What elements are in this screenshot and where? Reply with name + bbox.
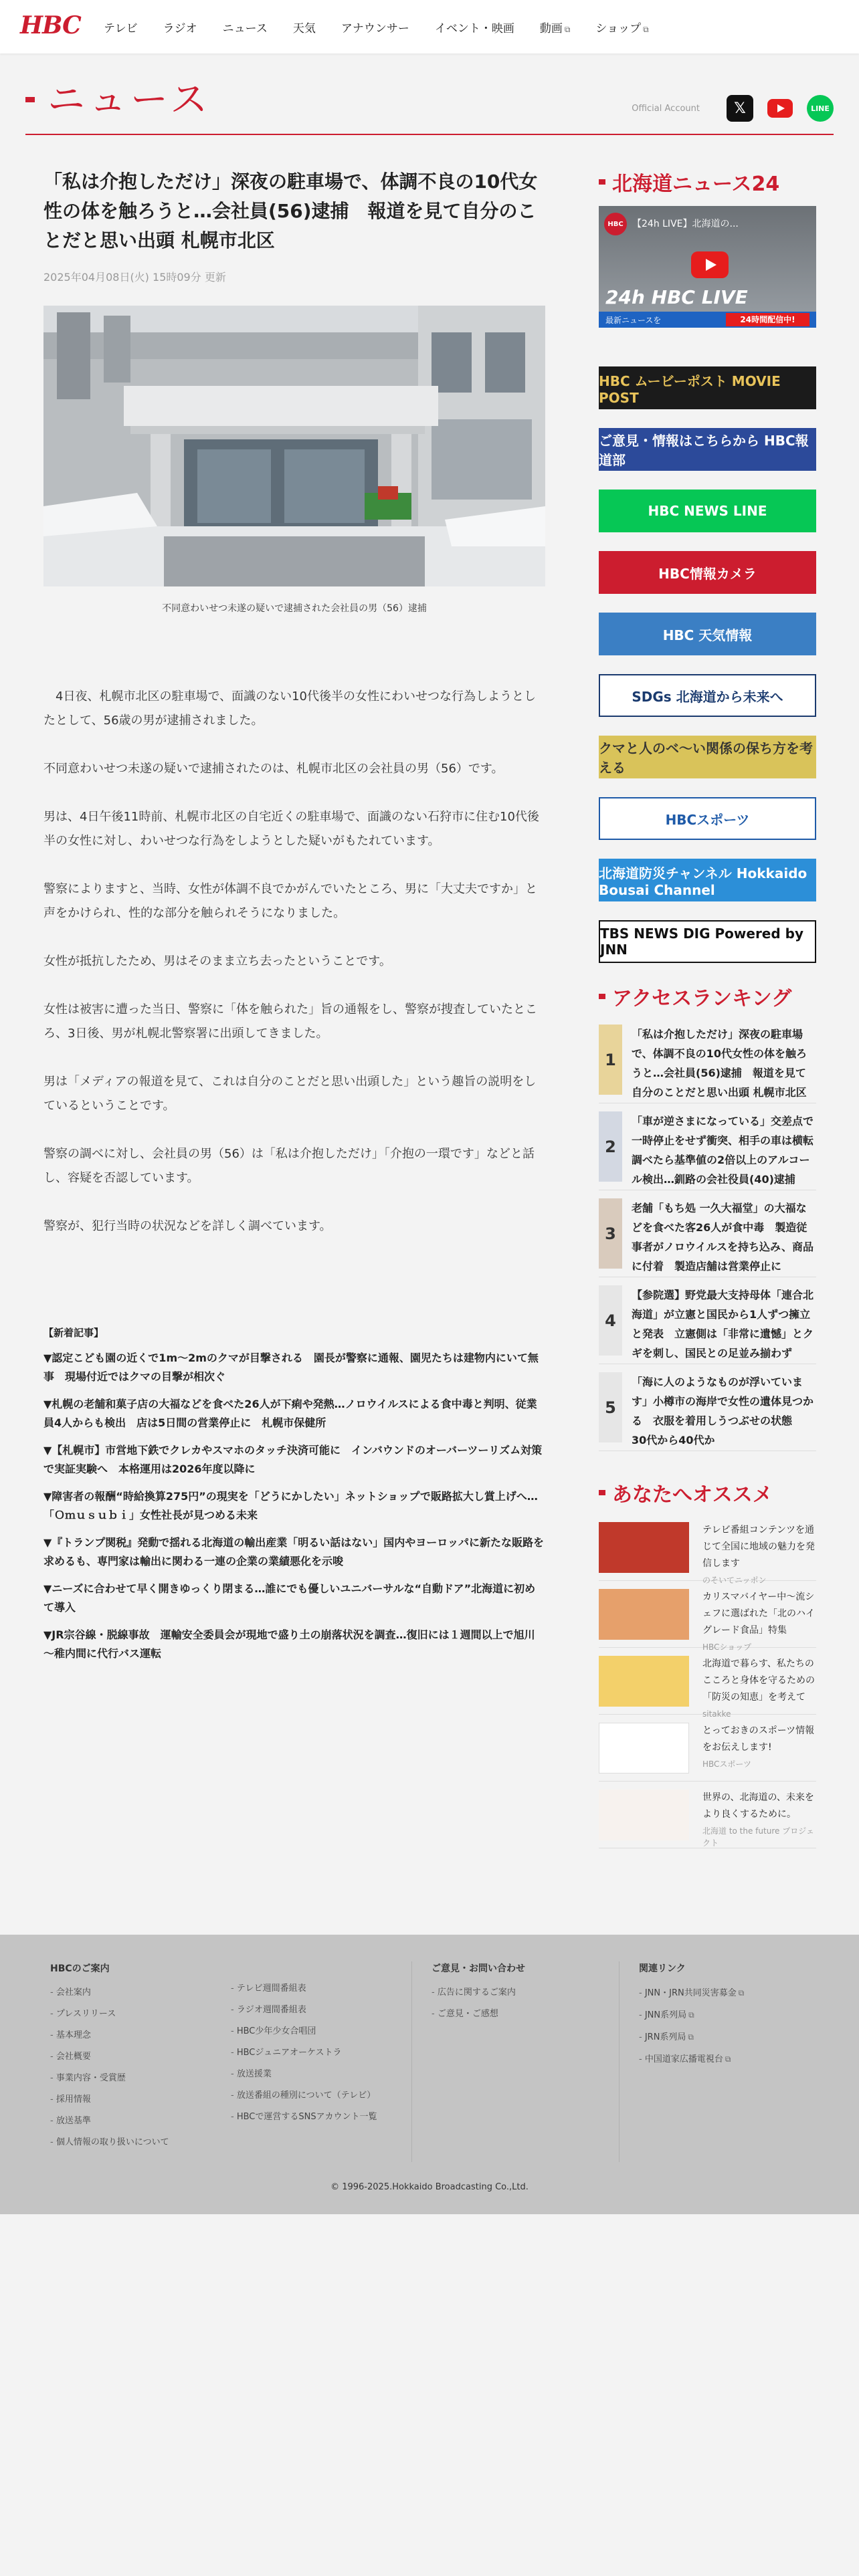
- recommend-item[interactable]: [599, 1581, 816, 1652]
- external-link-icon: ⧉: [688, 2032, 694, 2042]
- banner-label: SDGs 北海道から未来へ: [632, 688, 783, 705]
- nav-item-label: ラジオ: [163, 21, 197, 35]
- ranking-item[interactable]: [599, 1103, 816, 1190]
- article-paragraph: 女性は被害に遭った当日、警察に「体を触られた」旨の通報をし、警察が捜査していたところ、3日後、男が札幌北警察署に出頭してきました。: [43, 1002, 537, 1041]
- ranking-item[interactable]: [599, 1364, 816, 1451]
- channel-avatar: HBC: [604, 213, 627, 235]
- related-article-link[interactable]: ▼札幌の老舗和菓子店の大福などを食べた26人が下痢や発熱…ノロウイルスによる食中毒と判明、従業員4人からも検出 店は5日間の営業停止に 札幌市保健所: [43, 1398, 537, 1429]
- external-link-icon: ⧉: [725, 2054, 731, 2064]
- recommend-text: とっておきのスポーツ情報をお伝えします!: [702, 1725, 815, 1753]
- footer-link[interactable]: [50, 2052, 169, 2062]
- live-video-player[interactable]: [599, 206, 816, 328]
- sidebar-banner[interactable]: [599, 366, 816, 409]
- recommend-text: 世界の、北海道の、未来をより良くするために。: [702, 1792, 814, 1820]
- banner-label: HBC NEWS LINE: [648, 503, 767, 519]
- footer-link[interactable]: [231, 2070, 377, 2079]
- related-article-link[interactable]: ▼『トランプ関税』発動で揺れる北海道の輸出産業「明るい話はない」国内やヨーロッパに新たな販路を求めるも、専門家は輸出に関わる一連の企業の業績悪化を示唆: [43, 1536, 544, 1568]
- related-heading: 【新着記事】: [43, 1327, 104, 1339]
- heading-accent: [599, 1490, 605, 1495]
- recommend-text: カリスマバイヤー中～流シェフに選ばれた「北のハイグレード食品」特集: [702, 1592, 815, 1636]
- recommend-body: [689, 1790, 816, 1848]
- related-article-link[interactable]: ▼認定こども園の近くで1m～2mのクマが目撃される 園長が警察に通報、園児たちは建物内にいて無事 現場付近ではクマの目撃が相次ぐ: [43, 1352, 539, 1383]
- sidebar-banner[interactable]: [599, 859, 816, 901]
- recommend-item[interactable]: [599, 1648, 816, 1719]
- ranking-title: 「車が逆さまになっている」交差点で一時停止をせず衝突、相手の車は横転 調べたら基準値の2倍以上のアルコール検出…釧路の会社役員(40)逮捕: [632, 1115, 814, 1186]
- rank-number: 1: [599, 1025, 622, 1095]
- related-article-link[interactable]: ▼ニーズに合わせて早く開きゆっくり閉まる…誰にでも優しいユニバーサルな“自動ドア”北海道に初めて導入: [43, 1582, 536, 1614]
- building-entrance-image: [43, 306, 545, 586]
- article-paragraph: 警察の調べに対し、会社員の男（56）は「私は介抱しただけ」「介抱の一環です」などと話し、容疑を否認しています。: [43, 1147, 535, 1185]
- footer-link[interactable]: [639, 2054, 744, 2064]
- recommend-item[interactable]: [599, 1715, 816, 1782]
- ranking-title: 老舗「もち処 一久大福堂」の大福などを食べた客26人が食中毒 製造従事者がノロウイルスを持ち込み、商品に付着 製造店舗は営業停止に: [632, 1202, 814, 1273]
- recommend-source: HBCスポーツ: [702, 1759, 751, 1769]
- footer-link[interactable]: [50, 2031, 169, 2040]
- ranking-list: [599, 1016, 816, 1451]
- article-paragraph: 4日夜、札幌市北区の駐車場で、面識のない10代後半の女性にわいせつな行為しようとしたとして、56歳の男が逮捕されました。: [43, 689, 536, 728]
- video-sub-label: 24時間配信中!: [726, 313, 809, 326]
- footer-link-label: 個人情報の取り扱いについて: [56, 2137, 169, 2147]
- recommend-body: [689, 1723, 816, 1781]
- footer-link-label: 事業内容・受賞歴: [56, 2073, 126, 2083]
- footer-link-label: 基本理念: [56, 2030, 91, 2040]
- footer-link-label: JNN系列局: [644, 2010, 687, 2020]
- article-paragraph: 女性が抵抗したため、男はそのまま立ち去ったということです。: [43, 954, 391, 968]
- banner-label: HBC ムービーポスト MOVIE POST: [599, 372, 781, 406]
- footer-link-label: 採用情報: [56, 2095, 91, 2105]
- youtube-icon[interactable]: [765, 95, 795, 122]
- ranking-title: 【参院選】野党最大支持母体「連合北海道」が立憲と国民から1人ずつ擁立と発表 立憲側は「非常に遺憾」とクギを刺し、国民との足並み揃わず: [632, 1289, 814, 1360]
- line-icon[interactable]: LINE: [807, 95, 834, 122]
- external-link-icon: ⧉: [688, 2010, 694, 2020]
- ranking-heading: [599, 982, 816, 1011]
- footer-link-label: 放送援業: [236, 2069, 272, 2079]
- footer-link[interactable]: [231, 2113, 377, 2122]
- footer: [0, 1935, 859, 2214]
- article-date: 2025年04月08日(火) 15時09分 更新: [43, 271, 226, 284]
- footer-link[interactable]: [231, 1984, 377, 1994]
- footer-link[interactable]: [50, 2074, 169, 2083]
- hbc-logo[interactable]: HBC: [20, 11, 81, 39]
- footer-link[interactable]: [231, 2027, 377, 2036]
- footer-link[interactable]: [50, 1988, 169, 1998]
- recommend-item[interactable]: [599, 1514, 816, 1585]
- footer-col-contact: [432, 1961, 525, 2031]
- footer-col-programs: [231, 1984, 377, 2134]
- nav-item-label: ニュース: [222, 21, 268, 35]
- footer-heading: ご意見・お問い合わせ: [432, 1963, 525, 1974]
- footer-link-label: HBCで運営するSNSアカウント一覧: [236, 2112, 377, 2122]
- footer-link-label: テレビ週間番組表: [236, 1983, 306, 1994]
- external-link-icon: ⧉: [643, 24, 649, 34]
- recommend-body: [689, 1522, 816, 1585]
- recommend-source: sitakke: [702, 1709, 731, 1719]
- nav-item[interactable]: [540, 19, 571, 35]
- footer-link[interactable]: [639, 2032, 744, 2042]
- heading-accent: [599, 179, 605, 185]
- nav-item[interactable]: [223, 19, 268, 35]
- main-nav: [104, 0, 674, 53]
- recommend-text: テレビ番組コンテンツを通じて全国に地域の魅力を発信します: [702, 1525, 815, 1569]
- news-section-header: [25, 75, 834, 135]
- nav-item[interactable]: [104, 19, 138, 35]
- nav-item-label: テレビ: [104, 21, 138, 35]
- sidebar-banner[interactable]: [599, 920, 816, 963]
- recommend-list: [599, 1514, 816, 1848]
- footer-link-label: 中国道家広播電視台: [644, 2054, 723, 2064]
- video-title: 【24h LIVE】北海道の...: [632, 219, 739, 229]
- official-account-label: Official Account: [632, 103, 700, 114]
- external-link-icon: ⧉: [564, 24, 571, 34]
- sidebar: [599, 167, 816, 1848]
- footer-link[interactable]: [50, 2138, 169, 2147]
- nav-item-label: 動画: [539, 21, 563, 35]
- rank-number: 3: [599, 1198, 622, 1269]
- article: [43, 167, 545, 1672]
- sidebar-banner[interactable]: [599, 490, 816, 532]
- nav-item-label: 天気: [292, 21, 316, 35]
- recommend-thumbnail: [599, 1656, 689, 1707]
- footer-link[interactable]: [639, 1988, 744, 1998]
- copyright: © 1996-2025.Hokkaido Broadcasting Co.,Ltd.: [330, 2182, 529, 2192]
- ranking-item[interactable]: [599, 1016, 816, 1103]
- recommend-source: HBCショップ: [702, 1642, 752, 1652]
- ranking-item[interactable]: [599, 1190, 816, 1277]
- play-icon[interactable]: [691, 251, 729, 278]
- nav-item-label: アナウンサー: [341, 21, 409, 35]
- news24-heading: [599, 167, 816, 197]
- footer-link[interactable]: [639, 2010, 744, 2020]
- top-navigation-bar: [0, 0, 859, 53]
- nav-item[interactable]: [595, 19, 648, 35]
- recommend-heading: [599, 1478, 816, 1507]
- recommend-thumbnail: [599, 1589, 689, 1640]
- footer-link-label: JNN・JRN共同災害募金: [644, 1988, 737, 1998]
- sidebar-banner[interactable]: [599, 674, 816, 717]
- banner-label: 北海道防災チャンネル Hokkaido Bousai Channel: [599, 865, 807, 898]
- footer-col-links: [639, 1961, 744, 2076]
- video-strip-text: 最新ニュースを: [605, 316, 662, 325]
- footer-heading: 関連リンク: [639, 1963, 686, 1974]
- footer-link-label: ラジオ週間番組表: [236, 2005, 306, 2015]
- footer-link[interactable]: [231, 2006, 377, 2015]
- footer-link[interactable]: [432, 2010, 525, 2019]
- nav-item-label: イベント・映画: [434, 21, 514, 35]
- recommend-body: [689, 1589, 816, 1652]
- video-banner-text: 24h HBC LIVE: [605, 286, 748, 308]
- footer-link[interactable]: [432, 1988, 525, 1998]
- page-title: ニュース: [47, 78, 212, 122]
- official-accounts: [632, 95, 834, 122]
- related-article-link[interactable]: ▼【札幌市】市営地下鉄でクレカやスマホのタッチ決済可能に インバウンドのオーバーツーリズム対策で実証実験へ 本格運用は2026年度以降に: [43, 1444, 543, 1475]
- related-article-link[interactable]: ▼JR宗谷線・脱線事故 運輸安全委員会が現地で盛り土の崩落状況を調査…復旧には１週間以上で旭川～稚内間に代行バス運転: [43, 1628, 535, 1660]
- footer-link-label: 会社案内: [56, 1988, 91, 1998]
- ranking-title: アクセスランキング: [612, 987, 792, 1010]
- footer-link-label: 放送基準: [56, 2116, 91, 2126]
- section-accent-mark: [25, 97, 35, 102]
- footer-link[interactable]: [50, 2095, 169, 2105]
- article-body: [43, 685, 545, 1239]
- article-paragraph: 警察が、犯行当時の状況などを詳しく調べています。: [43, 1219, 332, 1233]
- article-photo: [43, 306, 545, 586]
- article-paragraph: 男は、4日午後11時前、札幌市北区の自宅近くの駐車場で、面識のない石狩市に住む10代後半の女性に対し、わいせつな行為をしようとした疑いがもたれています。: [43, 810, 539, 848]
- nav-item-label: ショップ: [595, 21, 642, 35]
- recommend-source: 北海道 to the future プロジェクト: [702, 1826, 814, 1848]
- footer-link-label: HBCジュニアオーケストラ: [236, 2048, 342, 2058]
- footer-link-label: プレスリリース: [56, 2009, 116, 2019]
- news24-title: 北海道ニュース24: [612, 173, 780, 196]
- recommend-text: 北海道で暮らす、私たちのこころと身体を守るための「防災の知恵」を考えて: [702, 1658, 815, 1703]
- article-title: 「私は介抱しただけ」深夜の駐車場で、体調不良の10代女性の体を触ろうと…会社員(56)逮捕 報道を見て自分のことだと思い出頭 札幌市北区: [43, 171, 538, 251]
- banner-label: TBS NEWS DIG Powered by JNN: [600, 926, 804, 958]
- recommend-source: のそいてニッポン: [702, 1576, 767, 1585]
- recommend-body: [689, 1656, 816, 1719]
- banner-label: HBC情報カメラ: [658, 565, 757, 582]
- banner-label: クマと人のベ～い関係の保ち方を考える: [599, 740, 813, 776]
- external-link-icon: ⧉: [738, 1988, 745, 1998]
- recommend-title: あなたへオススメ: [612, 1483, 773, 1507]
- nav-item[interactable]: [163, 19, 197, 35]
- sidebar-banner[interactable]: [599, 551, 816, 594]
- sidebar-banner[interactable]: [599, 613, 816, 655]
- footer-link[interactable]: [231, 2091, 377, 2101]
- banner-label: HBCスポーツ: [665, 811, 750, 828]
- footer-divider: [411, 1961, 412, 2162]
- footer-link-label: 放送番組の種別について（テレビ）: [236, 2090, 376, 2101]
- sidebar-banner[interactable]: [599, 797, 816, 840]
- rank-number: 2: [599, 1111, 622, 1182]
- nav-item[interactable]: [293, 19, 316, 35]
- nav-item[interactable]: [435, 19, 514, 35]
- rank-number: 5: [599, 1372, 622, 1442]
- ranking-title: 「海に人のようなものが浮いています」小樽市の海岸で女性の遺体見つかる 衣服を着用しうつぶせの状態 30代から40代か: [632, 1376, 814, 1446]
- footer-link-label: JRN系列局: [644, 2032, 686, 2042]
- banner-label: ご意見・情報はこちらから HBC報道部: [599, 433, 809, 468]
- recommend-thumbnail: [599, 1790, 689, 1840]
- footer-link-label: ご意見・ご感想: [437, 2009, 498, 2019]
- nav-item[interactable]: [341, 19, 409, 35]
- ranking-item[interactable]: [599, 1277, 816, 1364]
- footer-link-label: 広告に関するご案内: [437, 1988, 516, 1998]
- ranking-title: 「私は介抱しただけ」深夜の駐車場で、体調不良の10代女性の体を触ろうと…会社員(56)逮捕 報道を見て自分のことだと思い出頭 札幌市北区: [632, 1028, 807, 1099]
- footer-col-company: [50, 1961, 169, 2159]
- sidebar-banner[interactable]: [599, 428, 816, 471]
- footer-link-label: HBC少年少女合唱団: [236, 2026, 316, 2036]
- heading-accent: [599, 994, 605, 999]
- related-articles: [43, 1325, 545, 1663]
- footer-link[interactable]: [50, 2010, 169, 2019]
- x-icon[interactable]: 𝕏: [727, 95, 753, 122]
- article-paragraph: 不同意わいせつ未遂の疑いで逮捕されたのは、札幌市北区の会社員の男（56）です。: [43, 762, 504, 776]
- related-article-link[interactable]: ▼障害者の報酬“時給換算275円”の現実を「どうにかしたい」ネットショップで販路拡大し賞上げへ…「Ｏｍｕｓｕｂｉ」女性社長が見つめる未来: [43, 1490, 538, 1521]
- footer-link[interactable]: [231, 2048, 377, 2058]
- recommend-thumbnail: [599, 1723, 689, 1774]
- footer-heading: HBCのご案内: [50, 1963, 110, 1974]
- article-paragraph: 警察によりますと、当時、女性が体調不良でかがんでいたところ、男に「大丈夫ですか」と声をかけられ、性的な部分を触られそうになりました。: [43, 882, 537, 920]
- rank-number: 4: [599, 1285, 622, 1356]
- footer-link[interactable]: [50, 2117, 169, 2126]
- recommend-item[interactable]: [599, 1782, 816, 1848]
- recommend-thumbnail: [599, 1522, 689, 1573]
- photo-caption: 不同意わいせつ未遂の疑いで逮捕された会社員の男（56）逮捕: [162, 603, 427, 614]
- footer-link-label: 会社概要: [56, 2052, 91, 2062]
- article-paragraph: 男は「メディアの報道を見て、これは自分のことだと思い出頭した」という趣旨の説明をしているということです。: [43, 1075, 537, 1113]
- sidebar-banner[interactable]: [599, 736, 816, 778]
- banner-label: HBC 天気情報: [662, 627, 753, 643]
- banner-list: [599, 366, 816, 963]
